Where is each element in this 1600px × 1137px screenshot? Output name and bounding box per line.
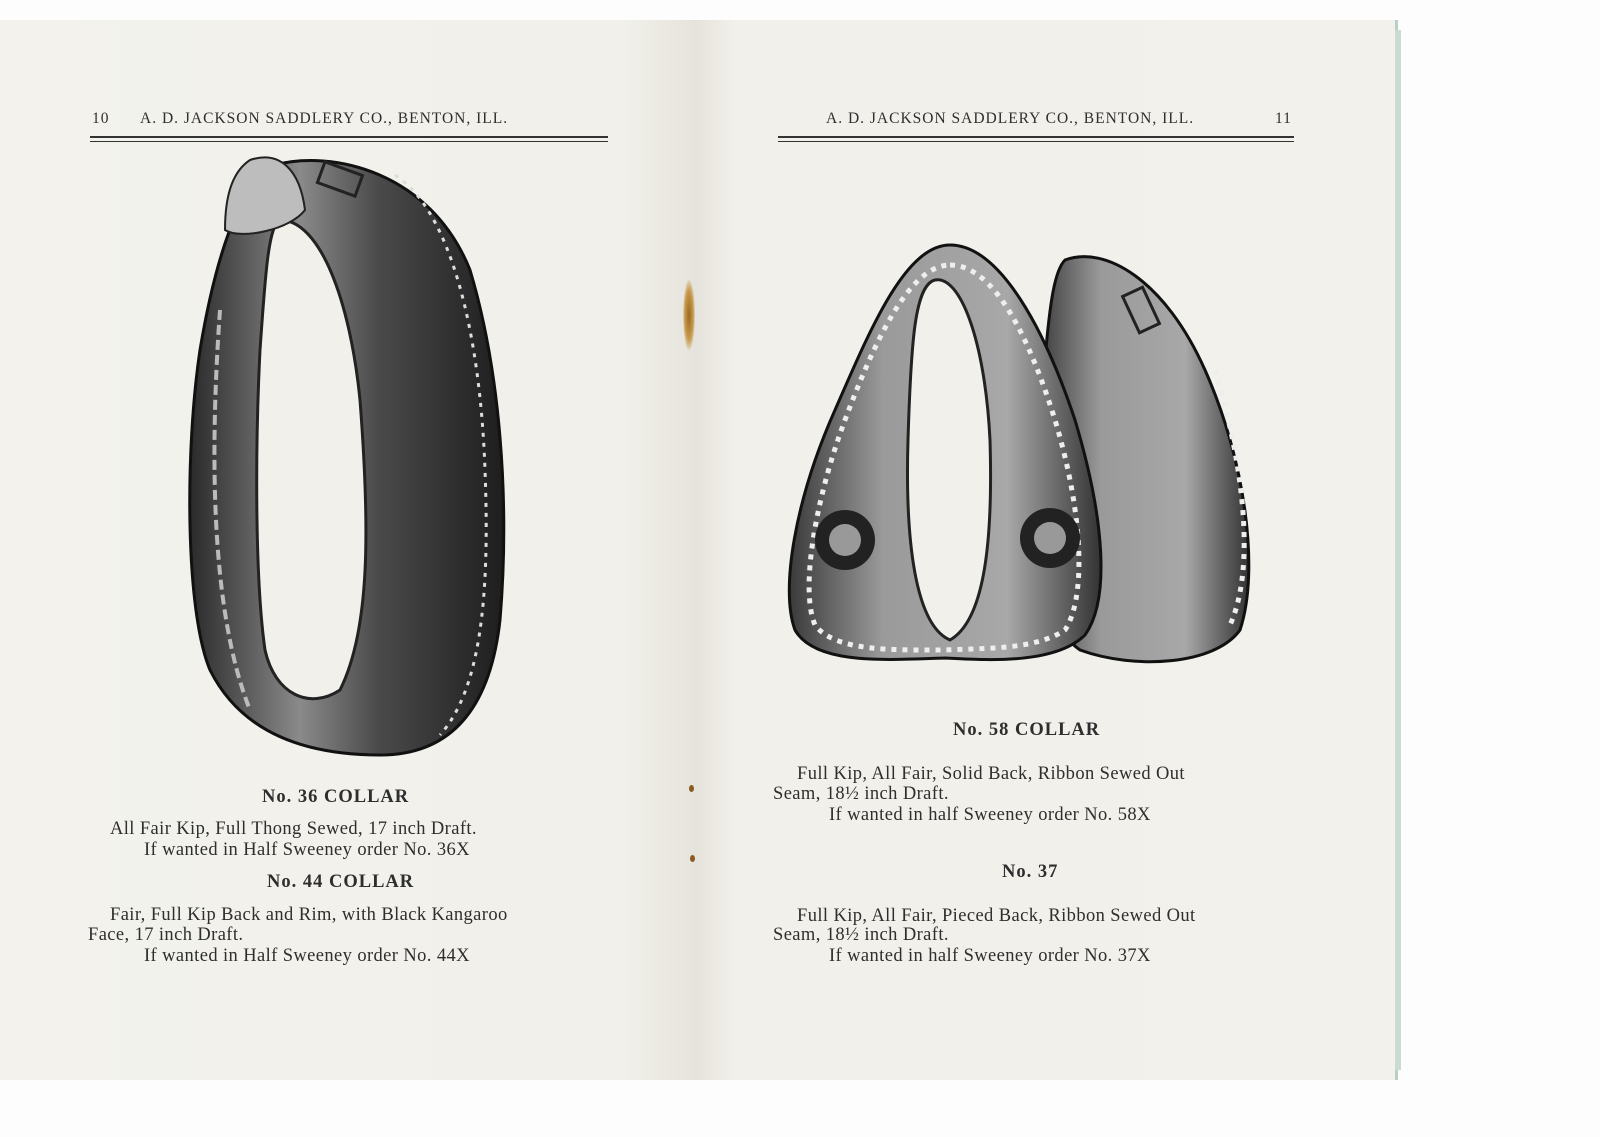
item-desc-line: Seam, 18½ inch Draft. [773,784,949,804]
item-title: No. 37 [1002,862,1059,882]
header-rule-right [778,136,1294,142]
running-header-right: A. D. JACKSON SADDLERY CO., BENTON, ILL. [826,110,1195,127]
binding-stain [683,280,695,350]
page-number-right: 11 [1275,110,1292,127]
item-desc-line: If wanted in half Sweeney order No. 37X [829,946,1151,966]
item-desc-line: All Fair Kip, Full Thong Sewed, 17 inch Draft. [110,819,477,839]
item-desc-line: Fair, Full Kip Back and Rim, with Black Kangaroo [110,905,508,925]
item-desc-line: Full Kip, All Fair, Pieced Back, Ribbon Sewed Out [797,906,1196,926]
item-desc-line: Face, 17 inch Draft. [88,925,244,945]
collar-58-37-illustration [785,240,1285,685]
item-title: No. 44 COLLAR [267,872,415,892]
page-edge [1395,30,1401,1070]
item-desc-line: Full Kip, All Fair, Solid Back, Ribbon Sewed Out [797,764,1185,784]
item-title: No. 36 COLLAR [262,787,410,807]
item-title: No. 58 COLLAR [953,720,1101,740]
header-rule-left [90,136,608,142]
collar-36-illustration [180,150,520,770]
page-number-left: 10 [92,110,110,127]
binding-spot [689,785,694,792]
binding-spot [690,855,695,862]
item-desc-line: Seam, 18½ inch Draft. [773,925,949,945]
item-desc-line: If wanted in Half Sweeney order No. 36X [144,840,470,860]
item-desc-line: If wanted in half Sweeney order No. 58X [829,805,1151,825]
item-desc-line: If wanted in Half Sweeney order No. 44X [144,946,470,966]
running-header-left: A. D. JACKSON SADDLERY CO., BENTON, ILL. [140,110,509,127]
